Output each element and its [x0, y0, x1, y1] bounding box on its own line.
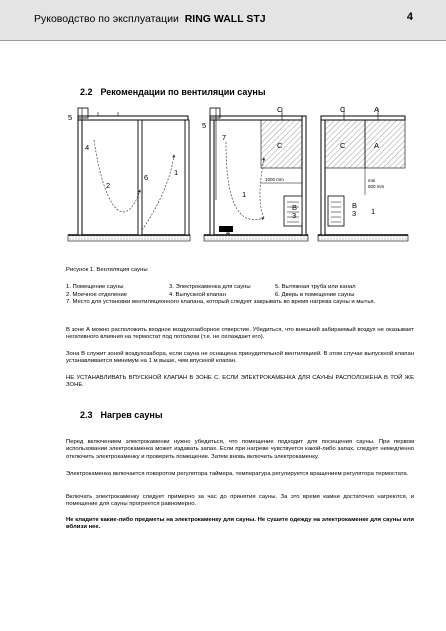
legend-item-6: 6. Дверь в помещение сауны	[275, 291, 355, 298]
wall-left-b	[210, 116, 214, 235]
header-title-prefix: Руководство по эксплуатации	[34, 13, 179, 25]
diagram-panel-c	[318, 105, 408, 241]
diagram-panel-a	[68, 108, 190, 241]
paragraph-zone-b: Зона В служит зоной воздухозабора, если сауна не оснащена принудительной вентиляцией. В этом случае выпускной клапан устанавливается минимум на 1 м выше, чем впускной клапан.	[66, 350, 414, 365]
airflow-a-right	[142, 155, 174, 230]
legend-item-2: 2. Моечное отделение	[66, 291, 128, 298]
label-2-a: 2	[106, 181, 111, 190]
label-3-c: 3	[352, 209, 357, 218]
label-7-b: 7	[222, 133, 227, 142]
header-bar	[0, 0, 446, 41]
label-5-b: 5	[202, 121, 207, 130]
paragraph-zone-a: В зоне А можно расположить входное воздухозаборное отверстие. Убедиться, что внешний забираемый воздух не оказывает негативного влияния на термостат под потолком (т.е. не охлаждает его).	[66, 326, 414, 341]
door-wall-a	[138, 120, 142, 235]
ceiling-b	[210, 116, 302, 120]
paragraph-preheat: Включать электрокаменку следует примерно за час до принятия сауны. За это время камни достаточно нагреются, и помещение для сауны прогреется равномерно.	[66, 493, 414, 508]
min-size-label-c: 500 mm	[368, 184, 385, 189]
min-label-c: min	[368, 178, 376, 183]
label-4-b: 4	[226, 228, 231, 237]
section-number: 2.3	[80, 410, 93, 420]
section-number: 2.2	[80, 87, 93, 97]
floor-b	[204, 235, 308, 241]
warning-text: Не кладите какие-либо предметы на электрокаменку для сауны. Не сушите одежду на электрокаменке для сауны или вблизи нее.	[66, 516, 414, 531]
airflow-a-left	[94, 140, 140, 212]
wall-left-c	[321, 116, 325, 235]
label-4-a: 4	[85, 143, 90, 152]
legend-item-5: 5. Вытяжная труба или канал	[275, 284, 356, 290]
ceiling-c	[321, 116, 405, 120]
label-1-b: 1	[242, 190, 247, 199]
label-b-b: B	[292, 203, 298, 212]
label-3-b: 3	[292, 211, 297, 220]
section-title: Рекомендации по вентиляции сауны	[100, 87, 266, 97]
airflow-b-left	[226, 142, 264, 220]
page-number: 4	[406, 11, 413, 23]
legend-item-4: 4. Выпускной клапан	[169, 291, 226, 298]
figure-caption: Рисунок 1. Вентиляция сауны	[66, 267, 148, 273]
dimension-label-b: 1000 mm	[265, 177, 284, 182]
paragraph-switch-on: Электрокаменка включается поворотом регулятора таймера, температура регулируется вращением регулятора термостата.	[66, 470, 409, 477]
legend-item-1: 1. Помещение сауны	[66, 284, 124, 290]
wall-right-a	[185, 120, 189, 235]
label-1-a: 1	[174, 168, 179, 177]
zone-a-c	[365, 120, 405, 168]
label-a-in-c: A	[374, 141, 380, 150]
paragraph-before-heating: Перед включением электрокаменки нужно убедиться, что помещение подходит для посещения сауны. При первом использовании электрокаменка может издавать запах. Если при нагреве чувствуется какой-либо запах, следует немедленно отключить электрокаменку и проверить помещение. Затем вновь включить электрокаменку.	[66, 438, 414, 460]
legend-item-3: 3. Электрокаменка для сауны	[169, 284, 251, 290]
label-5-a: 5	[68, 113, 73, 122]
label-1-c: 1	[371, 207, 376, 216]
legend-item-7: 7. Место для установки вентиляционного клапана, который следует закрывать во время нагрева сауны и мытья.	[66, 299, 376, 305]
label-c-top-c: C	[340, 105, 346, 114]
ceiling-a	[78, 116, 188, 120]
floor-c	[318, 235, 408, 241]
label-c-top-b: C	[277, 105, 283, 114]
wall-right-b	[302, 116, 306, 235]
section-title: Нагрев сауны	[100, 410, 163, 420]
wall-left-a	[78, 116, 82, 235]
diagram-panel-b	[202, 105, 308, 241]
paragraph-zone-c-warning: НЕ УСТАНАВЛИВАТЬ ВПУСКНОЙ КЛАПАН В ЗОНЕ C. ЕСЛИ ЭЛЕКТРОКАМЕНКА ДЛЯ САУНЫ РАСПОЛОЖЕНА В ТОЙ ЖЕ ЗОНЕ.	[66, 374, 414, 389]
header-product: RING WALL STJ	[184, 13, 266, 25]
label-6-a: 6	[144, 173, 149, 182]
heater-c	[328, 196, 344, 226]
label-b-c: B	[352, 201, 358, 210]
label-c-in-b: C	[277, 141, 283, 150]
ventilation-diagram	[66, 100, 416, 252]
figure-legend	[66, 284, 414, 307]
floor-a	[68, 235, 190, 241]
header-title	[34, 13, 266, 25]
label-c-in-c: C	[340, 141, 346, 150]
section-heading-heating	[80, 410, 163, 420]
label-a-top-c: A	[374, 105, 380, 114]
section-heading-ventilation	[80, 87, 266, 97]
